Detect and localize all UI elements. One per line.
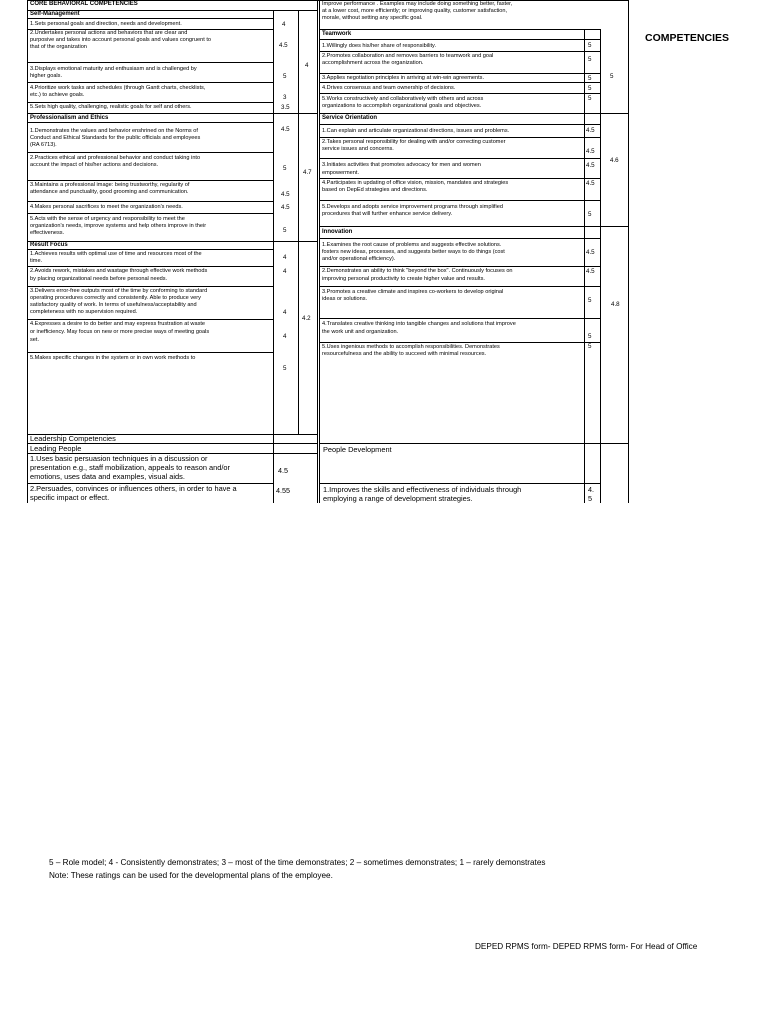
service-item-5: procedures that will further enhance service delivery. xyxy=(322,211,453,217)
innovation-item-5: 5.Uses ingenious methods to accomplish responsibilities. Demonstrates xyxy=(322,344,500,350)
service-item-2: service issues and concerns. xyxy=(322,146,394,152)
innovation-item-2: improving personal productivity to create higher value and results. xyxy=(322,276,485,282)
service-rating-4: 4.5 xyxy=(586,180,595,187)
innovation-item-1: and/or operational efficiency). xyxy=(322,256,396,262)
people-development-item-1: 1.Improves the skills and effectiveness of individuals through xyxy=(323,485,522,494)
intro-text: at a lower cost, more efficiently; or improving quality, customer satisfaction, xyxy=(322,8,508,14)
service-item-2: 2.Takes personal responsibility for dealing with and/or correcting customer xyxy=(322,139,506,145)
leadership-title: Leadership Competencies xyxy=(30,434,116,443)
result-focus-item-3: 3.Delivers error-free outputs most of the time by conforming to standard xyxy=(30,288,208,294)
result-focus-item-3: operating procedures correctly and consistently. Able to produce very xyxy=(30,295,201,301)
service-item-4: 4.Participates in updating of office vision, mission, mandates and strategies xyxy=(322,180,509,186)
self-management-item-2: that of the organization xyxy=(30,44,87,50)
professionalism-title: Professionalism and Ethics xyxy=(30,115,109,121)
professionalism-item-3: attendance and punctuality, good grooming and communication. xyxy=(30,189,189,195)
leading-people-rating-2: 4.55 xyxy=(276,486,290,495)
form-footer: DEPED RPMS form- DEPED RPMS form- For Head of Office xyxy=(475,942,698,951)
innovation-rating-3: 5 xyxy=(588,297,592,304)
self-management-title: Self-Management xyxy=(30,11,80,17)
result-focus-item-3: satisfactory quality of work. In terms of usefulness/acceptability and xyxy=(30,302,197,308)
teamwork-item-5: 5.Works constructively and collaboratively with others and across xyxy=(322,96,484,102)
self-management-rating-5: 3.5 xyxy=(281,104,290,111)
people-development-item-1: employing a range of development strategies. xyxy=(323,494,473,503)
self-management-rating-1: 4 xyxy=(282,21,286,28)
leading-people-title: Leading People xyxy=(30,444,82,453)
teamwork-average: 5 xyxy=(610,73,614,80)
result-focus-item-2: by placing organizational needs before personal needs. xyxy=(30,276,168,282)
rating-note: Note: These ratings can be used for the developmental plans of the employee. xyxy=(49,871,333,880)
professionalism-item-5: organization's needs, improve systems and help others improve in their xyxy=(30,223,207,229)
professionalism-item-4: 4.Makes personal sacrifices to meet the organization's needs. xyxy=(30,204,183,210)
left-section-title: CORE BEHAVIORAL COMPETENCIES xyxy=(30,1,138,7)
teamwork-rating-5: 5 xyxy=(588,95,592,102)
rating-legend: 5 – Role model; 4 - Consistently demonstrates; 3 – most of the time demonstrates; 2 – sometimes demonstrates; 1 – rarely demonstrates xyxy=(49,858,546,867)
self-management-rating-3: 5 xyxy=(283,73,287,80)
result-focus-rating-3: 4 xyxy=(283,309,287,316)
result-focus-item-1: 1.Achieves results with optimal use of time and resources most of the xyxy=(30,251,202,257)
result-focus-rating-4: 4 xyxy=(283,333,287,340)
result-focus-rating-1: 4 xyxy=(283,254,287,261)
professionalism-rating-2: 5 xyxy=(283,165,287,172)
professionalism-item-1: (RA 6713). xyxy=(30,142,57,148)
people-development-rating-1: 4. xyxy=(588,485,594,494)
teamwork-rating-3: 5 xyxy=(588,75,592,82)
result-focus-item-4: 4.Expresses a desire to do better and may express frustration at waste xyxy=(30,321,206,327)
professionalism-item-5: 5.Acts with the sense of urgency and responsibility to meet the xyxy=(30,216,185,222)
service-item-3: empowerment. xyxy=(322,170,359,176)
teamwork-item-2: accomplishment across the organization. xyxy=(322,60,424,66)
self-management-rating-2: 4.5 xyxy=(279,42,288,49)
innovation-rating-5: 5 xyxy=(588,343,592,350)
professionalism-average: 4.7 xyxy=(303,169,312,176)
service-item-5: 5.Develops and adopts service improvement programs through simplified xyxy=(322,204,503,210)
innovation-item-4: 4.Translates creative thinking into tangible changes and solutions that improve xyxy=(322,321,516,327)
intro-text: Improve performance . Examples may include doing something better, faster, xyxy=(322,1,513,7)
teamwork-rating-2: 5 xyxy=(588,56,592,63)
innovation-item-5: resourcefulness and the ability to succeed with minimal resources. xyxy=(322,351,487,357)
self-management-average: 4 xyxy=(305,62,309,69)
innovation-item-1: fosters new ideas, processes, and suggests better ways to do things (cost xyxy=(322,249,505,255)
self-management-item-2: purposive and takes into account personal goals and values congruent to xyxy=(30,37,211,43)
innovation-item-3: ideas or solutions. xyxy=(322,296,368,302)
leading-people-item-1: emotions, uses data and examples, visual aids. xyxy=(30,472,185,481)
teamwork-item-2: 2.Promotes collaboration and removes barriers to teamwork and goal xyxy=(322,53,494,59)
innovation-item-4: the work unit and organization. xyxy=(322,329,399,335)
result-focus-item-4: set. xyxy=(30,337,40,343)
result-focus-rating-5: 5 xyxy=(283,365,287,372)
result-focus-item-3: completeness with no supervision required. xyxy=(30,309,138,315)
self-management-item-1: 1.Sets personal goals and direction, needs and development. xyxy=(30,21,182,27)
service-rating-2: 4.5 xyxy=(586,148,595,155)
result-focus-rating-2: 4 xyxy=(283,268,287,275)
professionalism-item-2: account the impact of his/her actions and decisions. xyxy=(30,162,159,168)
service-item-1: 1.Can explain and articulate organizational directions, issues and problems. xyxy=(322,128,510,134)
innovation-average: 4.8 xyxy=(611,301,620,308)
innovation-item-1: 1.Examines the root cause of problems and suggests effective solutions. xyxy=(322,242,502,248)
self-management-item-4: 4.Prioritize work tasks and schedules (through Gantt charts, checklists, xyxy=(30,85,206,91)
service-rating-5: 5 xyxy=(588,211,592,218)
result-focus-item-5: 5.Makes specific changes in the system or in own work methods to xyxy=(30,355,196,361)
professionalism-item-5: effectiveness. xyxy=(30,230,65,236)
professionalism-item-2: 2.Practices ethical and professional behavior and conduct taking into xyxy=(30,155,201,161)
leading-people-rating-1: 4.5 xyxy=(278,466,288,475)
teamwork-rating-4: 5 xyxy=(588,85,592,92)
professionalism-rating-3: 4.5 xyxy=(281,191,290,198)
intro-text: morale, without setting any specific goal. xyxy=(322,15,423,21)
result-focus-item-4: or inefficiency. May focus on new or more precise ways of meeting goals xyxy=(30,329,210,335)
service-item-3: 3.Initiates activities that promotes advocacy for men and women xyxy=(322,162,481,168)
result-focus-item-2: 2.Avoids rework, mistakes and wastage through effective work methods xyxy=(30,268,208,274)
service-average: 4.6 xyxy=(610,157,619,164)
teamwork-item-4: 4.Drives consensus and team ownership of decisions. xyxy=(322,85,456,91)
professionalism-item-1: 1.Demonstrates the values and behavior enshrined on the Norms of xyxy=(30,128,198,134)
teamwork-item-1: 1.Willingly does his/her share of responsibility. xyxy=(322,43,436,49)
result-focus-average: 4.2 xyxy=(302,315,311,322)
self-management-item-4: etc.) to achieve goals. xyxy=(30,92,85,98)
teamwork-title: Teamwork xyxy=(322,31,352,37)
result-focus-title: Result Focus xyxy=(30,242,68,248)
self-management-item-3: higher goals. xyxy=(30,73,63,79)
leading-people-item-1: 1.Uses basic persuasion techniques in a discussion or xyxy=(30,454,208,463)
professionalism-item-3: 3.Maintains a professional image: being trustworthy, regularity of xyxy=(30,182,190,188)
innovation-title: Innovation xyxy=(322,229,353,235)
innovation-rating-4: 5 xyxy=(588,333,592,340)
professionalism-rating-5: 5 xyxy=(283,227,287,234)
service-item-4: based on DepEd strategies and directions. xyxy=(322,187,428,193)
innovation-item-3: 3.Promotes a creative climate and inspires co-workers to develop original xyxy=(322,289,504,295)
people-development-title: People Development xyxy=(323,445,392,454)
leading-people-item-2: specific impact or effect. xyxy=(30,493,110,502)
self-management-rating-4: 3 xyxy=(283,94,287,101)
innovation-rating-2: 4.5 xyxy=(586,268,595,275)
result-focus-item-1: time. xyxy=(30,258,43,264)
teamwork-item-3: 3.Applies negotiation principles in arriving at win-win agreements. xyxy=(322,75,484,81)
teamwork-rating-1: 5 xyxy=(588,42,592,49)
innovation-item-2: 2.Demonstrates an ability to think "beyond the box". Continuously focuses on xyxy=(322,268,513,274)
leading-people-item-2: 2.Persuades, convinces or influences others, in order to have a xyxy=(30,484,237,493)
service-orientation-title: Service Orientation xyxy=(322,115,378,121)
innovation-rating-1: 4.5 xyxy=(586,249,595,256)
service-rating-3: 4.5 xyxy=(586,162,595,169)
service-rating-1: 4.5 xyxy=(586,127,595,134)
self-management-item-5: 5.Sets high quality, challenging, realistic goals for self and others. xyxy=(30,104,192,110)
teamwork-item-5: organizations to accomplish organizational goals and objectives. xyxy=(322,103,482,109)
professionalism-rating-1: 4.5 xyxy=(281,126,290,133)
self-management-item-2: 2.Undertakes personal actions and behaviors that are clear and xyxy=(30,30,188,36)
self-management-item-3: 3.Displays emotional maturity and enthusiasm and is challenged by xyxy=(30,66,197,72)
leading-people-item-1: presentation e.g., staff mobilization, appeals to reason and/or xyxy=(30,463,230,472)
professionalism-rating-4: 4.5 xyxy=(281,204,290,211)
professionalism-item-1: Conduct and Ethical Standards for the public officials and employees xyxy=(30,135,201,141)
competencies-title: COMPETENCIES xyxy=(645,32,730,44)
people-development-rating-1: 5 xyxy=(588,494,592,503)
